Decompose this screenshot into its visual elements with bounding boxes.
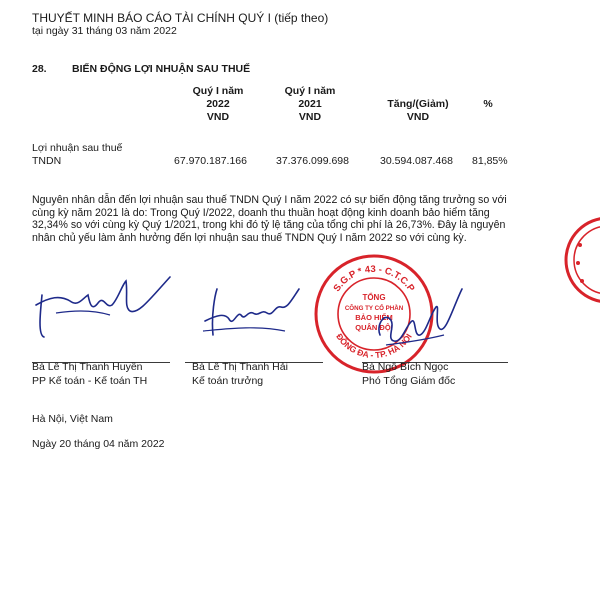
signatory-name: Bà Ngô Bích Ngọc (362, 361, 449, 373)
svg-text:ĐỐNG ĐA - TP. HÀ NỘI: ĐỐNG ĐA - TP. HÀ NỘI (334, 331, 414, 361)
column-header-line: % (483, 98, 493, 110)
paragraph-line: 32,34% so với cùng kỳ Quý 1/2021, trong khi đó tỷ lệ tăng của tổng chi phí là 26,73%. Đây là nguyên (32, 219, 506, 232)
value-q1-2022: 67.970.187.166 (174, 155, 247, 167)
row-label: TNDN (32, 155, 62, 167)
value-q1-2021: 37.376.099.698 (276, 155, 349, 167)
report-date: tại ngày 31 tháng 03 năm 2022 (32, 25, 177, 37)
column-header-line: Tăng/(Giảm) (387, 98, 449, 110)
svg-text:CÔNG TY CỔ PHẦN: CÔNG TY CỔ PHẦN (344, 305, 404, 312)
signature-2 (195, 275, 315, 355)
signatory-title: Phó Tổng Giám đốc (362, 375, 456, 387)
report-title: THUYẾT MINH BÁO CÁO TÀI CHÍNH QUÝ I (tiếp theo) (32, 11, 329, 25)
paragraph-line: cùng kỳ năm 2021 là do: Trong Quý I/2022, doanh thu thuần hoạt động kinh doanh bảo hiểm tăng (32, 206, 490, 219)
section-number: 28. (32, 63, 47, 75)
svg-text:S.G.P * 43 - C.T.C.P: S.G.P * 43 - C.T.C.P (331, 263, 417, 294)
paragraph-line: nhân chủ yếu làm ảnh hưởng đến lợi nhuận sau thuế TNDN Quý I năm 2022 so với cùng kỳ. (32, 231, 467, 244)
column-header-line: Quý I năm (192, 85, 244, 97)
explanation-paragraph (32, 194, 532, 244)
signatory-title: Kế toán trưởng (192, 375, 264, 387)
signatory-title: PP Kế toán - Kế toán TH (32, 375, 148, 387)
partial-stamp-edge (560, 205, 600, 315)
row-label: Lợi nhuận sau thuế (32, 142, 123, 154)
issue-date: Ngày 20 tháng 04 năm 2022 (32, 438, 165, 450)
column-header-q1-2021 (275, 85, 345, 124)
svg-text:BẢO HIỂM: BẢO HIỂM (355, 313, 393, 322)
column-header-line: VND (206, 111, 230, 123)
signatory-name: Bà Lê Thị Thanh Hải (192, 361, 288, 373)
column-header-line: 2021 (298, 98, 322, 110)
column-header-q1-2022 (183, 85, 253, 124)
place-of-issue: Hà Nội, Việt Nam (32, 413, 113, 425)
value-change: 30.594.087.468 (380, 155, 453, 167)
column-header-line: VND (406, 111, 430, 123)
column-header-line: VND (298, 111, 322, 123)
signature-1 (30, 265, 190, 345)
column-header-line: 2022 (206, 98, 230, 110)
value-percent: 81,85% (472, 155, 508, 167)
paragraph-line: Nguyên nhân dẫn đến lợi nhuận sau thuế TNDN Quý I năm 2022 có sự biến động tăng trưởng so với (32, 194, 507, 206)
section-title: BIẾN ĐỘNG LỢI NHUẬN SAU THUẾ (72, 63, 251, 75)
column-header-change (376, 98, 460, 124)
column-header-line: Quý I năm (284, 85, 336, 97)
signatory-name: Bà Lê Thị Thanh Huyền (32, 361, 143, 373)
svg-text:QUÂN ĐỘI: QUÂN ĐỘI (355, 323, 393, 332)
svg-text:TỔNG: TỔNG (362, 293, 386, 302)
column-header-percent (476, 98, 500, 111)
